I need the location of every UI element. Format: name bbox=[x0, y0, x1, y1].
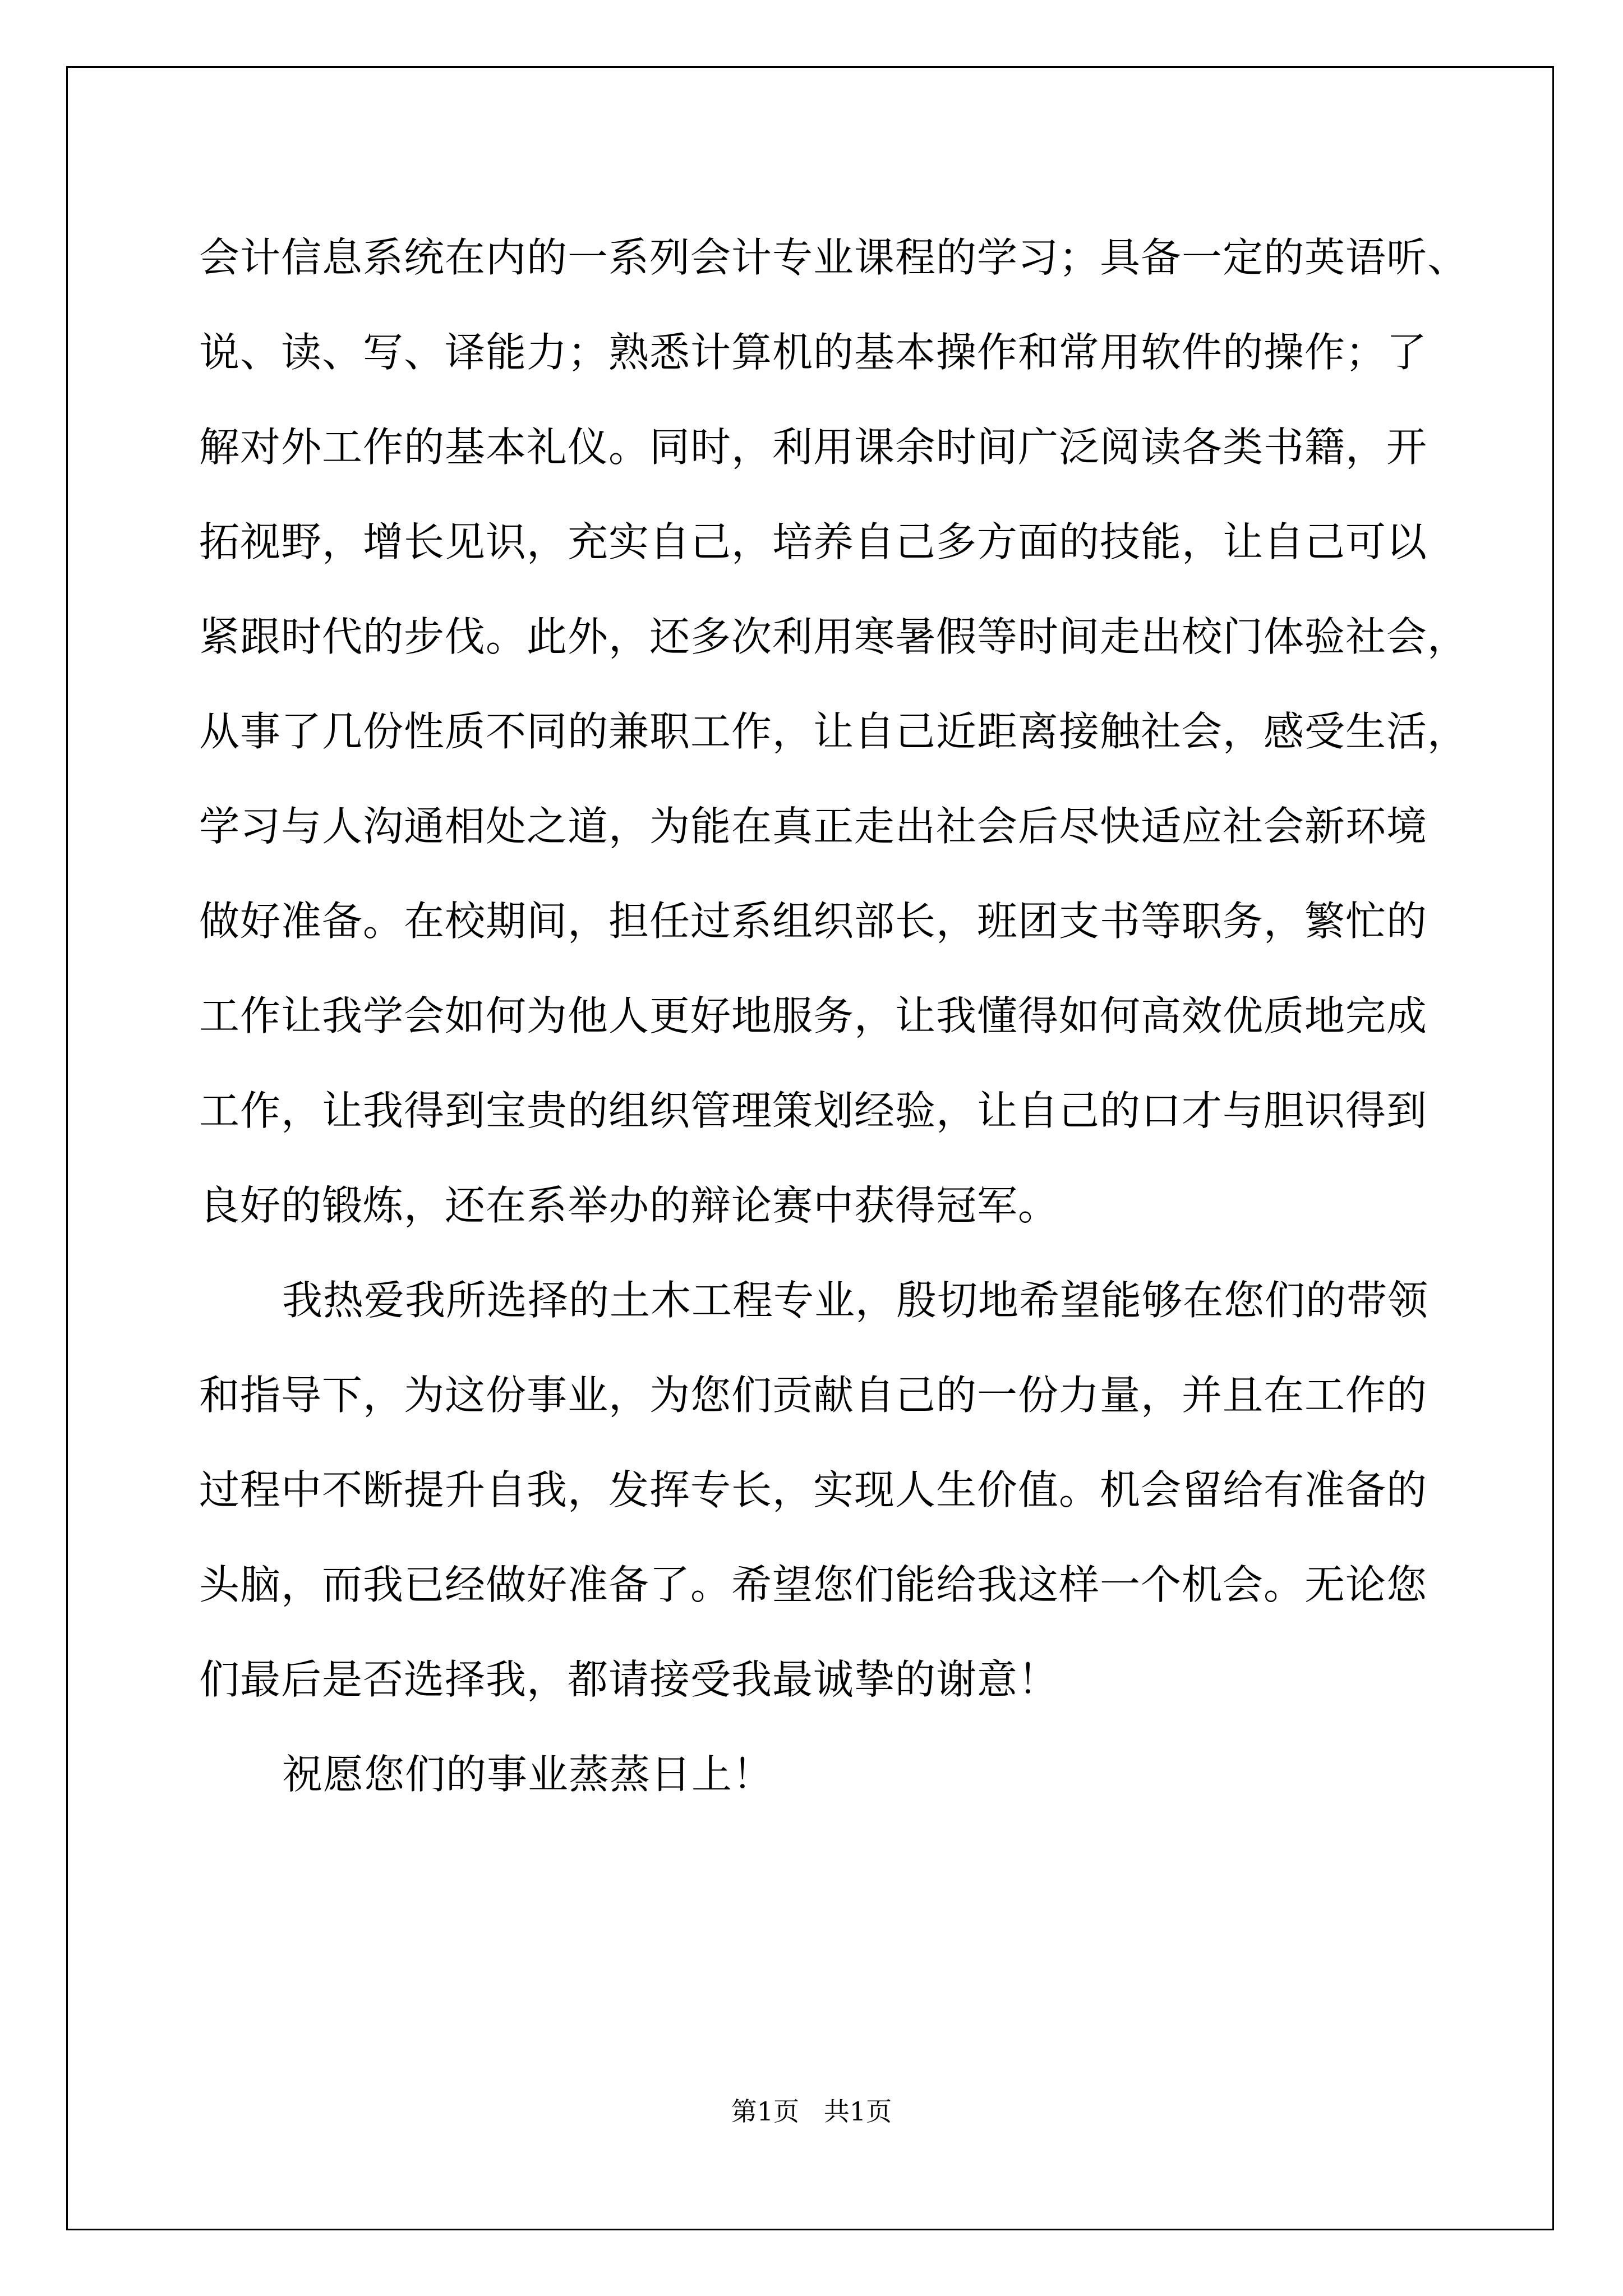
text-line: 做好准备。在校期间，担任过系组织部长，班团支书等职务，繁忙的 bbox=[199, 898, 1428, 945]
text-line: 头脑，而我已经做好准备了。希望您们能给我这样一个机会。无论您 bbox=[199, 1561, 1428, 1608]
text-line: 们最后是否选择我，都请接受我最诚挚的谢意！ bbox=[199, 1656, 1059, 1703]
closing-line: 祝愿您们的事业蒸蒸日上！ bbox=[282, 1751, 774, 1798]
text-line: 说、读、写、译能力；熟悉计算机的基本操作和常用软件的操作；了 bbox=[199, 329, 1428, 376]
document-body bbox=[199, 210, 1469, 1822]
text-line: 良好的锻炼，还在系举办的辩论赛中获得冠军。 bbox=[199, 1182, 1059, 1229]
page-footer: 第1页 共1页 bbox=[731, 2096, 892, 2127]
text-line: 和指导下，为这份事业，为您们贡献自己的一份力量，并且在工作的 bbox=[199, 1372, 1428, 1419]
text-line: 学习与人沟通相处之道，为能在真正走出社会后尽快适应社会新环境 bbox=[199, 803, 1428, 850]
text-line: 过程中不断提升自我，发挥专长，实现人生价值。机会留给有准备的 bbox=[199, 1466, 1428, 1513]
text-line: 紧跟时代的步伐。此外，还多次利用寒暑假等时间走出校门体验社会， bbox=[199, 613, 1469, 660]
text-line: 工作让我学会如何为他人更好地服务，让我懂得如何高效优质地完成 bbox=[199, 992, 1428, 1039]
text-line: 工作，让我得到宝贵的组织管理策划经验，让自己的口才与胆识得到 bbox=[199, 1087, 1428, 1134]
text-line: 会计信息系统在内的一系列会计专业课程的学习；具备一定的英语听、 bbox=[199, 234, 1469, 281]
text-line: 从事了几份性质不同的兼职工作，让自己近距离接触社会，感受生活， bbox=[199, 708, 1469, 755]
text-line: 拓视野，增长见识，充实自己，培养自己多方面的技能，让自己可以 bbox=[199, 518, 1428, 565]
text-line: 解对外工作的基本礼仪。同时，利用课余时间广泛阅读各类书籍，开 bbox=[199, 424, 1428, 471]
paragraph-first-line: 我热爱我所选择的土木工程专业，殷切地希望能够在您们的带领 bbox=[282, 1277, 1429, 1324]
